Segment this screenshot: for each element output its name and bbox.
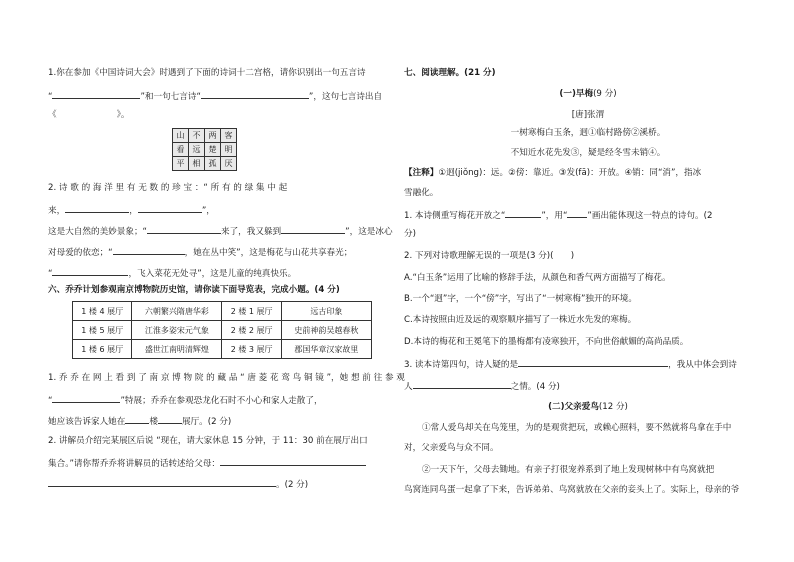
book-close: 》。 bbox=[116, 110, 130, 120]
grid-cell: 明 bbox=[221, 143, 237, 157]
grid-cell: 厌 bbox=[221, 157, 237, 171]
r-q2: 2. 下列对诗歌理解无误的一项是(3 分)( ) bbox=[404, 251, 575, 261]
answer-blank[interactable] bbox=[158, 414, 182, 424]
q2-text: 对母爱的依恋；“ bbox=[48, 248, 113, 258]
grid-cell: 平 bbox=[173, 157, 189, 171]
part2-title: (二)父亲爱鸟 bbox=[548, 402, 599, 412]
section-7-heading: 七、阅读理解。(21 分) bbox=[404, 68, 496, 78]
table-cell: 2 楼 2 展厅 bbox=[222, 321, 281, 340]
poem-grid bbox=[172, 128, 237, 171]
table-row bbox=[73, 321, 372, 340]
note-line-2: 雪融化。 bbox=[404, 188, 439, 198]
quote-open: “ bbox=[48, 92, 53, 102]
option-a[interactable]: A.“白玉条”运用了比喻的修辞手法，从颜色和香气两方面描写了梅花。 bbox=[404, 273, 671, 283]
r-q3-text: 之情。(4 分) bbox=[510, 382, 560, 392]
table-cell: 远古印象 bbox=[281, 302, 371, 321]
q1-text: ”，这句七言诗出自 bbox=[308, 92, 383, 102]
answer-blank[interactable] bbox=[52, 89, 140, 99]
s1-line2 bbox=[48, 393, 323, 407]
answer-blank[interactable] bbox=[65, 203, 129, 213]
q2-line2 bbox=[48, 203, 215, 217]
table-row bbox=[73, 302, 372, 321]
answer-blank[interactable] bbox=[48, 477, 276, 487]
answer-blank[interactable] bbox=[505, 208, 541, 218]
r-q1-text: 1. 本诗侧重写梅花开放之“ bbox=[404, 211, 506, 221]
answer-blank[interactable] bbox=[518, 357, 668, 367]
grid-cell: 不 bbox=[189, 129, 205, 143]
note-label: 【注释】 bbox=[404, 168, 439, 178]
option-b[interactable]: B.一个“迥”字，一个“傍”字，写出了“一树寒梅”独开的环境。 bbox=[404, 294, 637, 304]
r-q1-text: ”画出能体现这一特点的诗句。(2 bbox=[587, 211, 713, 221]
table-row bbox=[73, 340, 372, 359]
table-cell: 1 楼 4 展厅 bbox=[73, 302, 132, 321]
r-q3-text: ，我从中体会到诗 bbox=[668, 360, 737, 370]
para-1b: 对，父亲爱鸟与众不同。 bbox=[404, 443, 499, 453]
grid-cell: 山 bbox=[173, 129, 189, 143]
s2-line2 bbox=[48, 456, 366, 470]
table-cell: 六朝繁兴隋唐华彩 bbox=[132, 302, 222, 321]
poem-line-1: 一树寒梅白玉条，迥①临村路傍②溪桥。 bbox=[510, 128, 666, 138]
s2-line1: 2. 讲解员介绍完某展区后说 “现在，请大家休息 15 分钟，于 11：30 前在展厅出口 bbox=[48, 436, 368, 446]
part2-title-line bbox=[404, 401, 772, 413]
q1-line2 bbox=[48, 89, 382, 103]
s1-line3 bbox=[48, 414, 231, 428]
s1-text: 展厅。(2 分) bbox=[181, 417, 232, 427]
table-cell: 盛世江南明清辉煌 bbox=[132, 340, 222, 359]
para-2: ②一天下午，父母去锄地。有亲子打很宠养系到了地上发现树林中有鸟窝就把 bbox=[422, 465, 715, 475]
answer-blank[interactable] bbox=[201, 89, 309, 99]
answer-blank[interactable] bbox=[52, 393, 120, 403]
grid-cell: 客 bbox=[221, 129, 237, 143]
q2-text: ”， bbox=[201, 206, 215, 216]
q1-line3 bbox=[48, 108, 130, 121]
part1-title: (一)早梅 bbox=[559, 89, 594, 99]
s2-text: 集合。”请你帮乔乔将讲解员的话转述给父母： bbox=[48, 459, 221, 469]
grid-cell: 看 bbox=[173, 143, 189, 157]
answer-blank[interactable] bbox=[113, 245, 185, 255]
grid-cell: 两 bbox=[205, 129, 221, 143]
s1-text: “ bbox=[48, 396, 53, 406]
note-line bbox=[404, 167, 701, 179]
book-open: 《 bbox=[48, 110, 57, 120]
r-q1-line2: 分) bbox=[404, 229, 416, 239]
poem-line-2: 不知近水花先发③，疑是经冬雪未销④。 bbox=[510, 148, 666, 158]
section-6-heading: 六、乔乔计划参观南京博物院历史馆，请你读下面导览表，完成小题。(4 分) bbox=[48, 285, 340, 295]
table-cell: 2 楼 1 展厅 bbox=[222, 302, 281, 321]
r-q3-text: 3. 读本诗第四句，诗人疑的是 bbox=[404, 360, 519, 370]
q2-text: 这是大自然的美妙景象；“ bbox=[48, 227, 147, 237]
r-q3-line1 bbox=[404, 357, 737, 371]
table-cell: 史前神韵吴越春秋 bbox=[281, 321, 371, 340]
q2-text: “ bbox=[48, 269, 53, 279]
q2-text: ， bbox=[129, 206, 138, 216]
table-cell: 1 楼 6 展厅 bbox=[73, 340, 132, 359]
s2-text: 。(2 分) bbox=[276, 480, 309, 490]
grid-cell: 楚 bbox=[205, 143, 221, 157]
s1-text: 她应该告诉家人她在 bbox=[48, 417, 126, 427]
answer-blank[interactable] bbox=[52, 266, 128, 276]
q2-line5 bbox=[48, 266, 296, 280]
option-c[interactable]: C.本诗按照由近及远的观察顺序描写了一株近水先发的寒梅。 bbox=[404, 315, 637, 325]
grid-cell: 孤 bbox=[205, 157, 221, 171]
q2-line1: 2. 诗 歌 的 海 洋 里 有 无 数 的 珍 宝 ：“ 所 有 的 绿 集 中 起 bbox=[48, 183, 288, 193]
answer-blank[interactable] bbox=[57, 108, 117, 117]
table-cell: 江淮多姿宋元气象 bbox=[132, 321, 222, 340]
q1-line1: 1.你在参加《中国诗词大会》时遇到了下面的诗词十二宫格，请你识别出一句五言诗 bbox=[48, 68, 366, 78]
part1-title-line bbox=[404, 88, 772, 100]
r-q1-line1 bbox=[404, 208, 712, 222]
answer-blank[interactable] bbox=[281, 224, 345, 234]
r-q3-line2 bbox=[404, 379, 560, 393]
poem-author: [唐]张渭 bbox=[571, 110, 605, 120]
part2-score: (12 分) bbox=[598, 402, 628, 412]
answer-blank[interactable] bbox=[220, 456, 366, 466]
q2-text: ”，这是冰心 bbox=[345, 227, 393, 237]
table-cell: 2 楼 3 展厅 bbox=[222, 340, 281, 359]
table-cell: 1 楼 5 展厅 bbox=[73, 321, 132, 340]
q1-text: ”和一句七言诗“ bbox=[140, 92, 201, 102]
option-d[interactable]: D.本诗的梅花和王冕笔下的墨梅都有凌寒独开，不向世俗献媚的高尚品质。 bbox=[404, 337, 689, 347]
q2-line3 bbox=[48, 224, 393, 238]
s1-text: 楼 bbox=[149, 417, 158, 427]
table-cell: 郡国华章汉家故里 bbox=[281, 340, 371, 359]
answer-blank[interactable] bbox=[567, 208, 587, 218]
grid-cell: 远 bbox=[189, 143, 205, 157]
part1-score: (9 分) bbox=[593, 89, 617, 99]
q2-text: 来， bbox=[48, 206, 66, 216]
s1-line1: 1. 乔 乔 在 网 上 看 到 了 南 京 博 物 院 的 藏 品 “ 唐 菱 花 鸾 鸟 铜 镜 ”，她 想 前 往 参 观 bbox=[48, 373, 405, 383]
q2-text: ，她在丛中笑”，这是梅花与山花共享春光； bbox=[184, 248, 353, 258]
para-1: ①常人爱鸟却关在鸟笼里，为的是观赏把玩，或赖心照料，要不然就将鸟拿在手中 bbox=[422, 423, 732, 433]
q2-text: ，飞入菜花无处寻”，这是儿童的纯真快乐。 bbox=[128, 269, 297, 279]
r-q1-text: ”，用“ bbox=[541, 211, 568, 221]
s1-text: ”特展；乔乔在参观恐龙化石时不小心和家人走散了， bbox=[120, 396, 323, 406]
s2-line3 bbox=[48, 477, 308, 491]
grid-cell: 相 bbox=[189, 157, 205, 171]
r-q3-text: 人 bbox=[404, 382, 413, 392]
answer-blank[interactable] bbox=[147, 224, 221, 234]
answer-blank[interactable] bbox=[413, 379, 511, 389]
answer-blank[interactable] bbox=[138, 203, 202, 213]
answer-blank[interactable] bbox=[125, 414, 149, 424]
q2-line4 bbox=[48, 245, 352, 259]
q2-text: 来了，我又躲到 bbox=[220, 227, 282, 237]
exhibit-table bbox=[72, 301, 372, 359]
note-text: ①迥(jiǒng)：远。②傍：靠近。③发(fā)：开放。④销：同“消”，指冰 bbox=[438, 168, 702, 178]
para-2b: 鸟窝连同鸟蛋一起拿了下来，告诉弟弟、鸟窝就放在父亲的妾头上了。实际上，母亲的爷 bbox=[404, 485, 740, 495]
